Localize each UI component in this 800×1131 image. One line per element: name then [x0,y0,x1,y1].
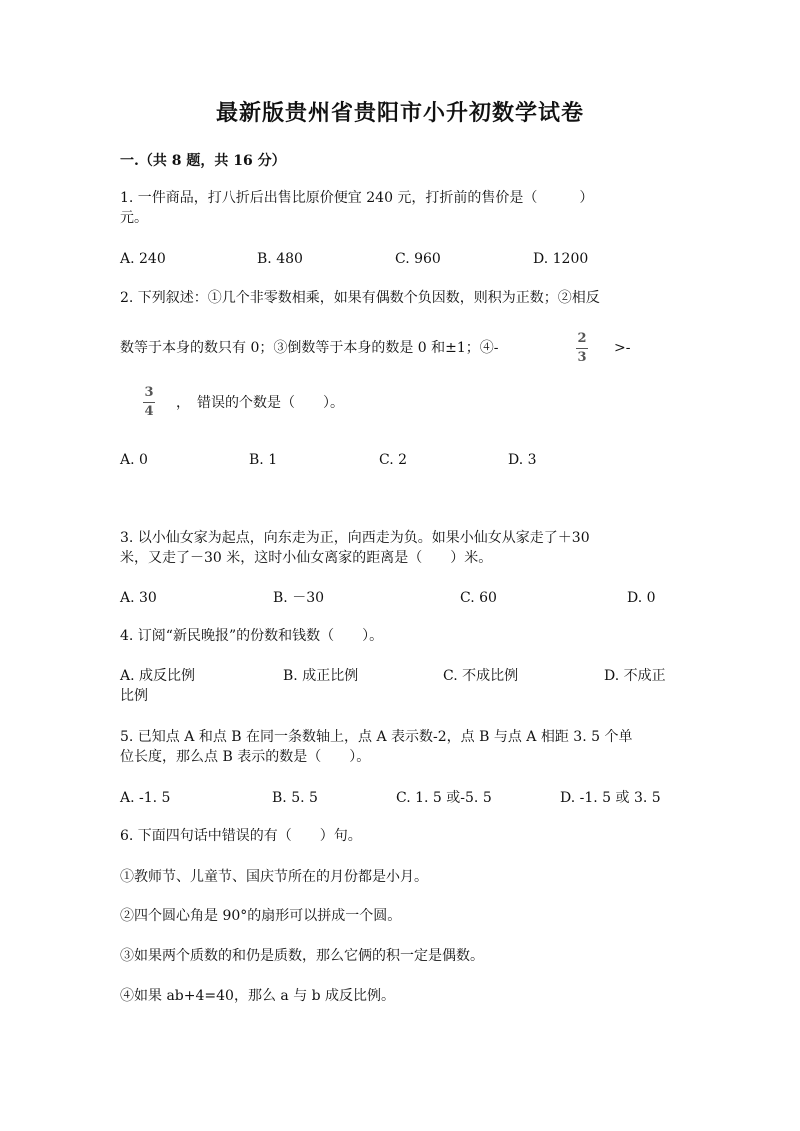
q5-text-line2: 位长度，那么点 B 表示的数是（ ）。 [120,749,371,765]
q6-statement-2: ②四个圆心角是 90°的扇形可以拼成一个圆。 [120,908,402,924]
q3-option-a: A. 30 [120,590,157,606]
q3-option-b: B. －30 [273,590,325,606]
q4-option-d: D. 不成正 [604,668,666,684]
q3-option-c: C. 60 [460,590,497,606]
section-heading: 一.（共 8 题，共 16 分） [120,153,286,169]
q6-text-line1: 6. 下面四句话中错误的有（ ）句。 [120,828,362,844]
q2-option-b: B. 1 [249,452,278,468]
q2-text-line3: ， 错误的个数是（ ）。 [176,395,344,411]
fraction-bar [576,348,588,349]
q1-option-d: D. 1200 [533,251,589,267]
q2-text-line2: 数等于本身的数只有 0；③倒数等于本身的数是 0 和±1；④- [120,340,499,356]
q6-statement-1: ①教师节、儿童节、国庆节所在的月份都是小月。 [120,869,428,885]
q2-text-line1: 2. 下列叙述：①几个非零数相乘，如果有偶数个负因数，则积为正数；②相反 [120,290,600,306]
fraction-denominator: 3 [577,350,587,365]
q4-option-c: C. 不成比例 [443,668,519,684]
q1-option-b: B. 480 [257,251,303,267]
q2-greater-than: >- [614,340,631,356]
fraction-numerator: 3 [144,385,154,400]
q2-option-d: D. 3 [508,452,537,468]
fraction-bar [143,402,155,403]
q5-option-d: D. -1. 5 或 3. 5 [560,790,661,806]
q3-text-line1: 3. 以小仙女家为起点，向东走为正，向西走为负。如果小仙女从家走了＋30 [120,530,590,546]
q5-option-b: B. 5. 5 [272,790,318,806]
q5-option-a: A. -1. 5 [120,790,171,806]
q1-text-line1: 1. 一件商品，打八折后出售比原价便宜 240 元，打折前的售价是（ ） [120,190,594,206]
q2-option-c: C. 2 [379,452,408,468]
q1-option-a: A. 240 [120,251,166,267]
q6-statement-3: ③如果两个质数的和仍是质数，那么它俩的积一定是偶数。 [120,948,484,964]
q2-fraction-two-thirds [576,332,588,365]
q4-option-d-wrap: 比例 [120,688,148,704]
q3-text-line2: 米，又走了－30 米，这时小仙女离家的距离是（ ）米。 [120,550,493,566]
page-title: 最新版贵州省贵阳市小升初数学试卷 [215,100,584,126]
q4-text-line1: 4. 订阅“新民晚报”的份数和钱数（ ）。 [120,628,384,644]
q2-fraction-three-quarters [143,386,155,419]
q5-text-line1: 5. 已知点 A 和点 B 在同一条数轴上，点 A 表示数-2，点 B 与点 A 相距 3. 5 个单 [120,729,633,745]
q2-option-a: A. 0 [120,452,148,468]
q5-option-c: C. 1. 5 或-5. 5 [396,790,492,806]
fraction-denominator: 4 [144,404,154,419]
q6-statement-4: ④如果 ab+4=40，那么 a 与 b 成反比例。 [120,988,396,1004]
fraction-numerator: 2 [577,331,587,346]
q1-text-line2: 元。 [120,210,148,226]
q4-option-a: A. 成反比例 [120,668,196,684]
q1-option-c: C. 960 [395,251,441,267]
q4-option-b: B. 成正比例 [283,668,359,684]
q3-option-d: D. 0 [627,590,656,606]
